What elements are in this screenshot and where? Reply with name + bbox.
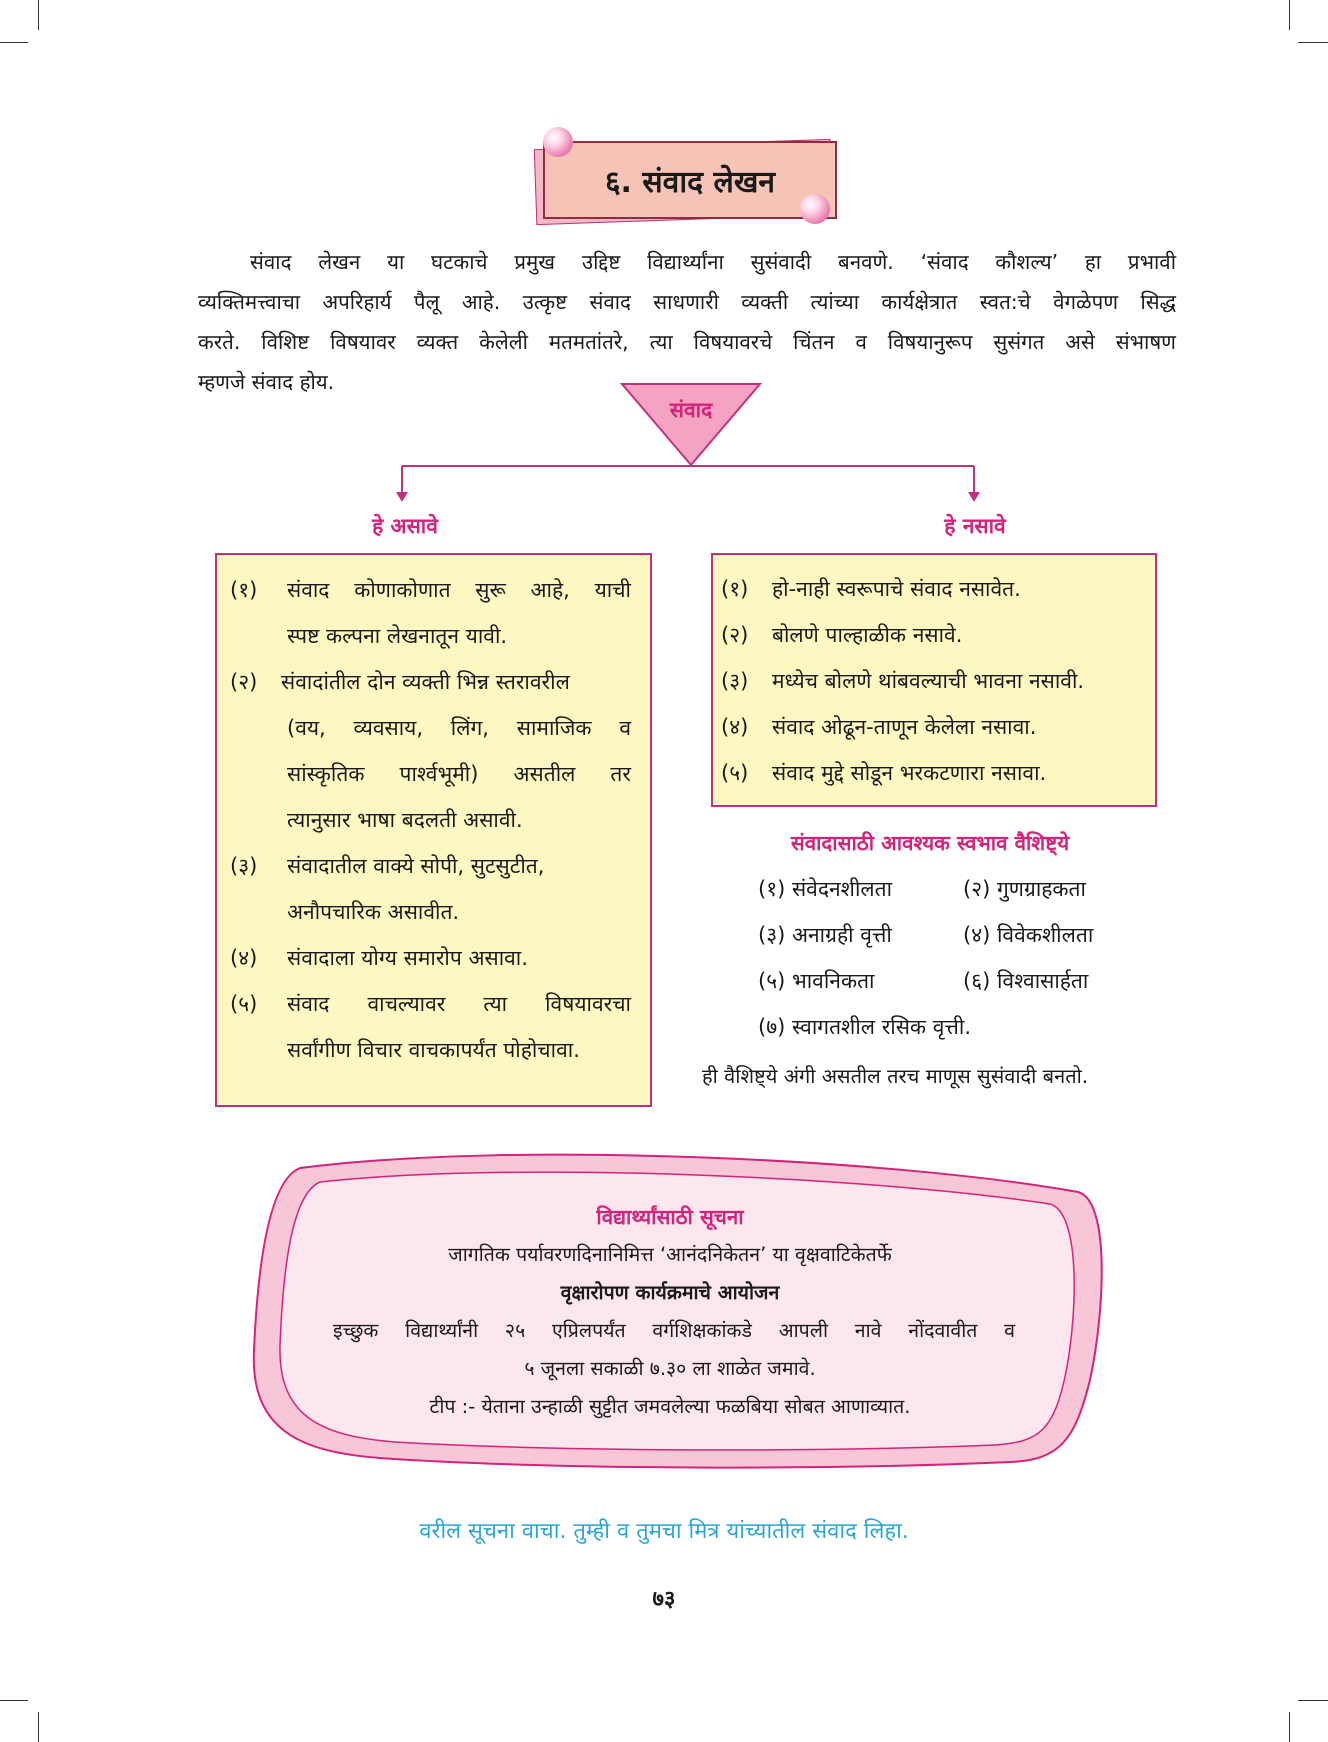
list-item-number: (२) [230,670,258,694]
list-item-text: संवाद ओढून-ताणून केलेला नसावा. [772,715,1037,739]
intro-line: म्हणजे संवाद होय. [198,370,335,394]
crop-mark [0,1700,28,1701]
notice-heading: विद्यार्थ्यांसाठी सूचना [596,1205,744,1229]
list-item-number: (३) [721,669,749,693]
traits-heading: संवादासाठी आवश्यक स्वभाव वैशिष्ट्ये [790,831,1070,855]
notice-line: जागतिक पर्यावरणदिनानिमित्त ‘आनंदनिकेतन’ या वृक्षवाटिकेतर्फे [448,1243,892,1266]
list-item-text: संवादातील वाक्ये सोपी, सुटसुटीत, [287,854,545,878]
trait-item: (३) अनाग्रही वृत्ती [758,923,892,947]
diagram-connectors [0,0,1328,540]
task-instruction: वरील सूचना वाचा. तुम्ही व तुमचा मित्र यांच्यातील संवाद लिहा. [419,1519,909,1544]
list-item-number: (४) [721,715,749,739]
list-item-number: (१) [721,577,749,601]
list-item-text: सांस्कृतिक पार्श्वभूमी) असतील तर [287,762,631,786]
trait-item: (६) विश्वासार्हता [963,969,1089,993]
list-item-text: बोलणे पाल्हाळीक नसावे. [772,623,963,647]
list-item-text: संवादाला योग्य समारोप असावा. [287,946,528,970]
intro-line: करते. विशिष्ट विषयावर व्यक्त केलेली मतमतांतरे, त्या विषयावरचे चिंतन व विषयानुरूप सुसंगत असे संभाषण [198,330,1176,354]
crop-mark [1289,1712,1290,1742]
list-item-text: संवाद मुद्दे सोडून भरकटणारा नसावा. [772,761,1047,785]
page-title: ६. संवाद लेखन [543,141,837,219]
left-heading: हे असावे [372,514,438,538]
arrow-left-icon [396,492,408,502]
list-item-text: संवाद वाचल्यावर त्या विषयावरचा [287,992,631,1016]
list-item-number: (५) [230,992,258,1016]
notice-line: टीप :- येताना उन्हाळी सुट्टीत जमवलेल्या फळबिया सोबत आणाव्यात. [429,1395,911,1418]
list-item-number: (३) [230,854,258,878]
traits-conclusion: ही वैशिष्ट्ये अंगी असतील तरच माणूस सुसंवादी बनतो. [702,1064,1089,1088]
trait-item: (१) संवेदनशीलता [758,877,893,901]
right-heading: हे नसावे [944,514,1006,538]
list-item-number: (१) [230,578,258,602]
list-item-text: त्यानुसार भाषा बदलती असावी. [287,808,523,832]
arrow-right-icon [968,492,980,502]
trait-item: (२) गुणग्राहकता [963,877,1086,901]
diagram-root-label: संवाद [669,398,713,422]
list-item-text: मध्येच बोलणे थांबवल्याची भावना नसावी. [772,669,1085,693]
notice-line: ५ जूनला सकाळी ७.३० ला शाळेत जमावे. [524,1357,816,1380]
list-item-number: (२) [721,623,749,647]
notice-line: वृक्षारोपण कार्यक्रमाचे आयोजन [560,1281,780,1304]
intro-line: व्यक्तिमत्त्वाचा अपरिहार्य पैलू आहे. उत्कृष्ट संवाद साधणारी व्यक्ती त्यांच्या कार्यक्षेत्रात स्वत:चे वेगळेपण सिद्ध [198,290,1176,314]
trait-item: (४) विवेकशीलता [963,923,1094,947]
notice-frame [0,1140,1328,1490]
list-item-text: हो-नाही स्वरूपाचे संवाद नसावेत. [772,577,1021,601]
crop-mark [38,1712,39,1742]
list-item-text: संवाद कोणाकोणात सुरू आहे, याची [287,578,631,602]
list-item-text: सर्वांगीण विचार वाचकापर्यंत पोहोचावा. [287,1038,580,1062]
trait-item: (७) स्वागतशील रसिक वृत्ती. [758,1015,972,1039]
list-item-text: संवादांतील दोन व्यक्ती भिन्न स्तरावरील [281,670,570,694]
list-item-text: स्पष्ट कल्पना लेखनातून यावी. [287,624,508,648]
list-item-text: अनौपचारिक असावीत. [287,900,460,924]
intro-line: संवाद लेखन या घटकाचे प्रमुख उद्दिष्ट विद्यार्थ्यांना सुसंवादी बनवणे. ‘संवाद कौशल्य’ हा प्रभावी [250,250,1176,274]
list-item-text: (वय, व्यवसाय, लिंग, सामाजिक व [287,716,631,740]
crop-mark [1298,1700,1328,1701]
notice-line: इच्छुक विद्यार्थ्यांनी २५ एप्रिलपर्यंत वर्गशिक्षकांकडे आपली नावे नोंदवावीत व [333,1319,1015,1342]
list-item-number: (४) [230,946,258,970]
list-item-number: (५) [721,761,749,785]
page-number: ७३ [652,1587,676,1612]
trait-item: (५) भावनिकता [758,969,875,993]
